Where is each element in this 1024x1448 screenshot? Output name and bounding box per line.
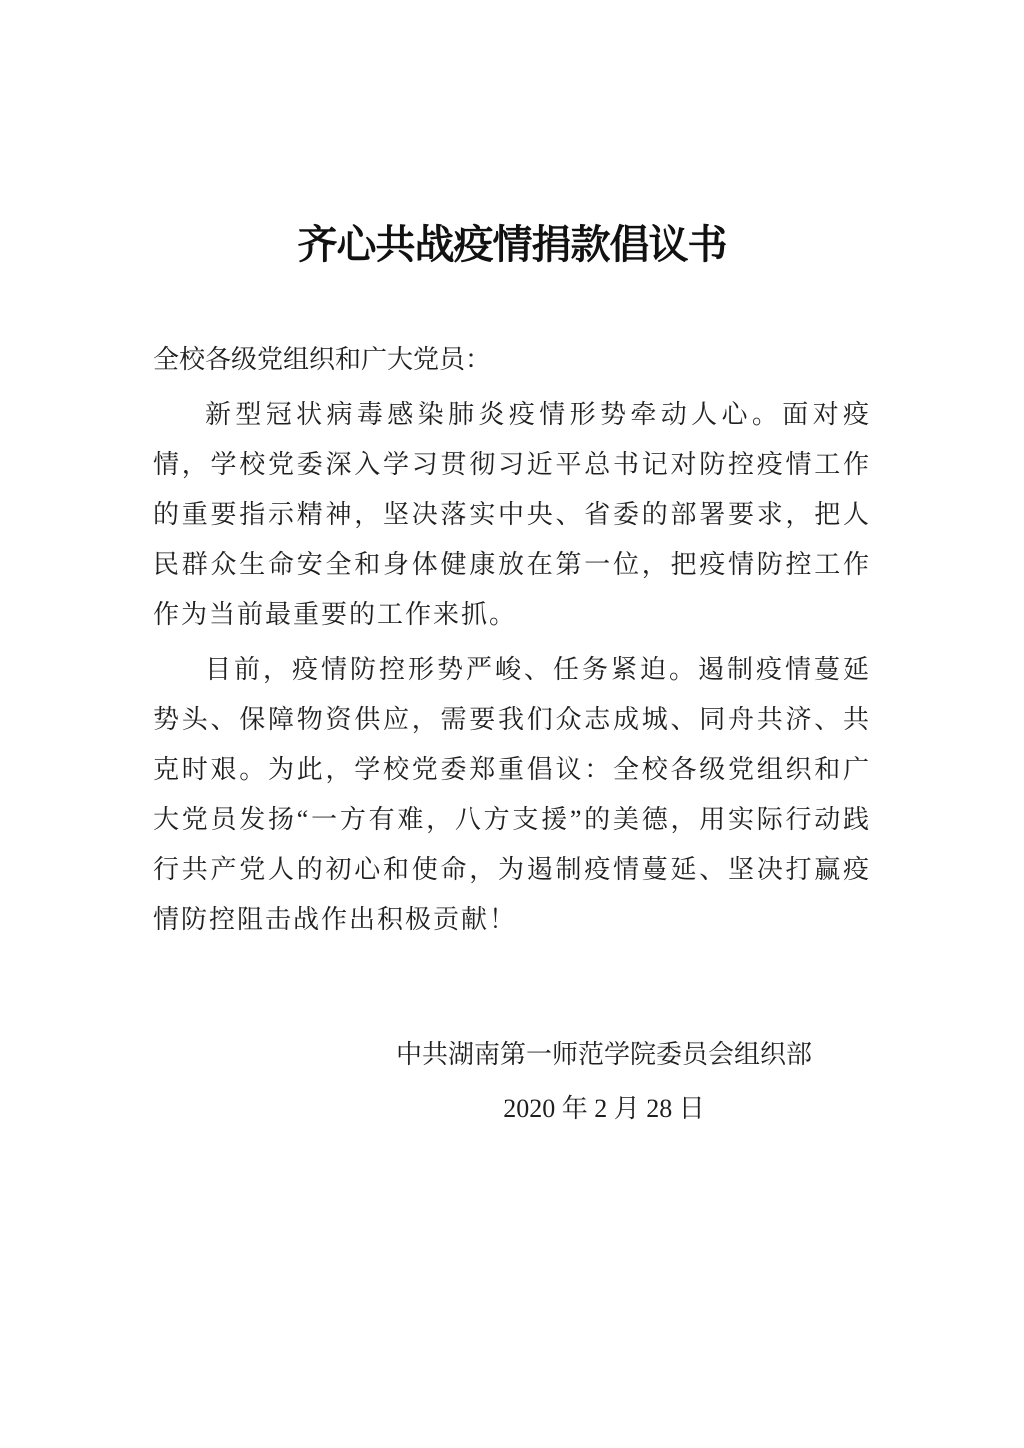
document-title: 齐心共战疫情捐款倡议书 [297,222,727,267]
paragraph-1: 新型冠状病毒感染肺炎疫情形势牵动人心。面对疫情，学校党委深入学习贯彻习近平总书记对防控疫情工作的重要指示精神，坚决落实中央、省委的部署要求，把人民群众生命安全和身体健康放在第一位，把疫情防控工作作为当前最重要的工作来抓。 [153,400,871,629]
paragraph-2: 目前，疫情防控形势严峻、任务紧迫。遏制疫情蔓延势头、保障物资供应，需要我们众志成城、同舟共济、共克时艰。为此，学校党委郑重倡议：全校各级党组织和广大党员发扬“一方有难，八方支援”的美德，用实际行动践行共产党人的初心和使命，为遏制疫情蔓延、坚决打赢疫情防控阻击战作出积极贡献！ [153,655,871,934]
signature-date: 2020 年 2 月 28 日 [503,1094,705,1123]
salutation-line: 全校各级党组织和广大党员： [153,345,492,374]
signature-organization: 中共湖南第一师范学院委员会组织部 [395,1040,812,1069]
signature-block [153,1030,871,1134]
